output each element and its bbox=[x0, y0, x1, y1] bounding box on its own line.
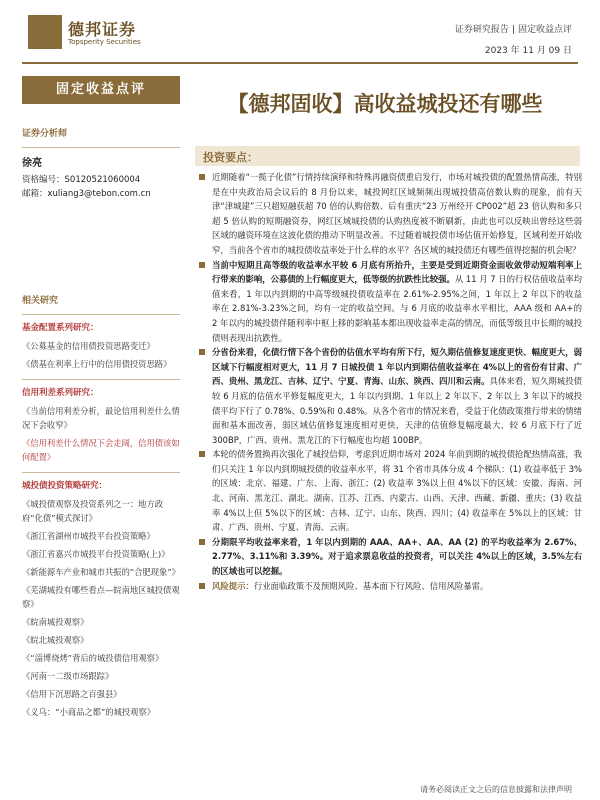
cert-value: S0120521060004 bbox=[64, 175, 141, 185]
key-point-paragraph bbox=[198, 535, 582, 579]
analyst-name: 徐亮 bbox=[22, 158, 42, 169]
company-logo bbox=[28, 15, 188, 55]
paragraph-text: 从 11 月 7 日的行权估值收益率均值来看，1 年以内到期的中高等级城投债收益率在 2.61%-2.95%之间，1 年以上 2 年以下的收益率在 2.81%-3.23%之间，均有一定的收益空间。与 6 月底的收益率水平相比，AAA 级和 AA+的 2 年以内的城投债伴随利率中枢上移的影响基本都出现收益率走高的情况，而低等级且中长期的城投债则表现出抗跌性。 bbox=[212, 274, 583, 343]
logo-mark-icon bbox=[28, 15, 62, 49]
sidebar-divider bbox=[22, 314, 180, 315]
logo-name-en: Topsperity Securities bbox=[68, 38, 141, 46]
cert-label: 资格编号： bbox=[22, 175, 65, 185]
logo-name-cn: 德邦证券 bbox=[68, 20, 137, 39]
risk-text: 行业面临政策不及预期风险、基本面下行风险、信用风险暴雷。 bbox=[253, 580, 489, 591]
related-link[interactable]: 《债基在利率上行中的信用债投资思路》 bbox=[22, 359, 172, 369]
email-value[interactable]: xuliang3@tebon.com.cn bbox=[47, 189, 151, 199]
analyst-section-title: 证券分析师 bbox=[22, 129, 68, 139]
related-link[interactable]: 《浙江省湖州市城投平台投资策略》 bbox=[22, 531, 155, 541]
related-group-lgfv bbox=[22, 479, 180, 719]
header-divider bbox=[22, 62, 578, 64]
group-title: 基金配置系列研究： bbox=[22, 323, 99, 333]
report-type: 证券研究报告 bbox=[454, 25, 509, 35]
related-link[interactable]: 《浙江省嘉兴市城投平台投资策略(上)》 bbox=[22, 549, 170, 559]
report-title: 【德邦固收】高收益城投还有哪些 bbox=[227, 92, 543, 116]
related-link[interactable]: 《义乌：“小商品之都”的城投观察》 bbox=[22, 707, 156, 717]
paragraph-bold: 当前中短期且高等级的收益率水平较 6 月底有所抬升，主要是受到近期资金面收敛带动短端利率上行带来的影响，公募债的上行幅度更大，低等级的抗跌性比较强。 bbox=[212, 259, 582, 285]
related-link[interactable]: 《芜湖城投有哪些看点—皖南地区城投债观察》 bbox=[22, 585, 180, 609]
key-points-body bbox=[198, 170, 582, 593]
related-group-fund bbox=[22, 321, 180, 371]
related-group-spread bbox=[22, 386, 180, 464]
related-link[interactable]: 《皖南城投观察》 bbox=[22, 617, 89, 627]
bullet-icon bbox=[199, 262, 205, 268]
related-research-title: 相关研究 bbox=[22, 296, 59, 306]
footer-disclaimer[interactable]: 请务必阅读正文之后的信息披露和法律声明 bbox=[420, 785, 572, 794]
bullet-icon bbox=[199, 451, 205, 457]
bullet-icon bbox=[199, 539, 205, 545]
sidebar-divider bbox=[22, 379, 180, 380]
key-points-header bbox=[195, 146, 580, 166]
side-title-box: 固定收益点评 bbox=[22, 76, 180, 104]
related-link[interactable]: 《信用利差什么情况下会走阔，信用债该如何配置》 bbox=[22, 438, 180, 462]
sidebar bbox=[22, 118, 180, 723]
related-link[interactable]: 《皖北城投观察》 bbox=[22, 635, 89, 645]
key-point-paragraph bbox=[198, 345, 582, 447]
related-link[interactable]: 《新能源车产业和城市共振的“合肥现象”》 bbox=[22, 567, 180, 577]
key-points-title: 投资要点： bbox=[203, 151, 258, 164]
key-point-paragraph bbox=[198, 258, 582, 346]
key-point-paragraph bbox=[198, 170, 582, 258]
related-link[interactable]: 《当前信用利差分析，最论信用利差什么情况下会收窄》 bbox=[22, 406, 180, 430]
report-category: 固定收益点评 bbox=[517, 25, 572, 35]
key-point-paragraph bbox=[198, 447, 582, 535]
bullet-icon bbox=[199, 174, 205, 180]
divider: | bbox=[511, 25, 515, 35]
group-title: 城投债投资策略研究： bbox=[22, 481, 108, 491]
sidebar-divider bbox=[22, 472, 180, 473]
related-link[interactable]: 《河南一二级市场跟踪》 bbox=[22, 671, 114, 681]
report-type-line bbox=[455, 22, 572, 35]
paragraph-bold: 分省份来看，化债行情下各个省份的估值水平均有所下行，短久期估值修复速度更快、幅度更大，弱区域下行幅度相对更大，11 月 7 日城投债 1 年以内到期估值收益率在 4%以上的省份有甘肃、广西、贵州、黑龙江、吉林、辽宁、宁夏、青海、山东、陕西、四川和云南。 bbox=[212, 347, 582, 387]
sidebar-divider bbox=[22, 147, 180, 148]
risk-warning bbox=[198, 579, 582, 594]
paragraph-text: 近期随着“一揽子化债”行情持续演绎和特殊再融资债重启发行，市场对城投债的配置热情高涨，特别是在中央政治局会议后的 8 月份以来，城投网红区域频频出现城投债高倍数认购的现象，前有天津“津城建”三只超短融获超 70 倍的认购倍数、后有重庆“23 万州经开 CP002”超 23 倍认购和多只超 5 倍认购的短期融资券，网红区域城投债的认购热度被不断刷新，由此也可以反映出曾经这些弱区域的融资环境在这波化债的推动下明显改善。不过随着城投债市场估值开始修复，区域利差开始收窄，当前各个省市的城投债收益率处于什么样的水平？各区域的城投债还有哪些值得挖掘的机会呢？ bbox=[212, 172, 582, 255]
analyst-cert bbox=[22, 173, 180, 187]
bullet-icon bbox=[199, 583, 205, 589]
paragraph-text: 本轮的债务置换再次强化了城投信仰，考虑到近期市场对 2024 年前到期的城投债抢配热情高涨，我们只关注 1 年以内到期城投债的收益率水平，将 31 个省市具体分成 4 个梯队：(1) 收益率低于 3%的区域：北京、福建、广东、上海、浙江；(2) 收益率 3%以上但 4%以下的区域：安徽、海南、河北、河南、黑龙江、湖北、湖南、江苏、江西、内蒙古、山西、天津、西藏、新疆、重庆；(3) 收益率 4%以上但 5%以下的区域：吉林、辽宁、山东、陕西、四川；(4) 收益率在 5%以上的区域：甘肃、广西、贵州、宁夏、青海、云南。 bbox=[212, 449, 583, 533]
bullet-icon bbox=[199, 349, 205, 355]
email-label: 邮箱： bbox=[22, 189, 48, 199]
paragraph-bold: 分期限平均收益率来看，1 年以内到期的 AAA、AA+、AA、AA (2) 的平均收益率为 2.67%、2.77%、3.11%和 3.39%。对于追求票息收益的投资者，可以关注 4%以上的区域，3.5%左右的区域也可以挖掘。 bbox=[212, 536, 582, 577]
related-link[interactable]: 《信用下沉思路之百强县》 bbox=[22, 689, 122, 699]
report-date: 2023 年 11 月 09 日 bbox=[484, 46, 572, 56]
related-link[interactable]: 《“淄博烧烤”背后的城投债信用观察》 bbox=[22, 653, 164, 663]
related-link[interactable]: 《城投债观察及投资系列之一：地方政府“化债”模式探讨》 bbox=[22, 499, 164, 523]
analyst-email bbox=[22, 187, 180, 201]
risk-label: 风险提示： bbox=[212, 580, 254, 591]
related-link[interactable]: 《公募基金的信用债投资思路变迁》 bbox=[22, 341, 155, 351]
paragraph-text: 具体来看，短久期城投债较 6 月底的估值水平修复幅度更大，1 年以内到期、1 年以上 2 年以下、2 年以上 3 年以下的城投债平均下行了 0.78%、0.59%和 0.48%。从各个省市的情况来看，受益于化债政策推行带来的情绪面和基本面改善，弱区域估值修复速度相对更快，天津的估值修复幅度最大，较 6 月底下行了近 300BP，广西、贵州、黑龙江的下行幅度也均超 100BP。 bbox=[212, 376, 583, 445]
group-title: 信用利差系列研究： bbox=[22, 388, 99, 398]
